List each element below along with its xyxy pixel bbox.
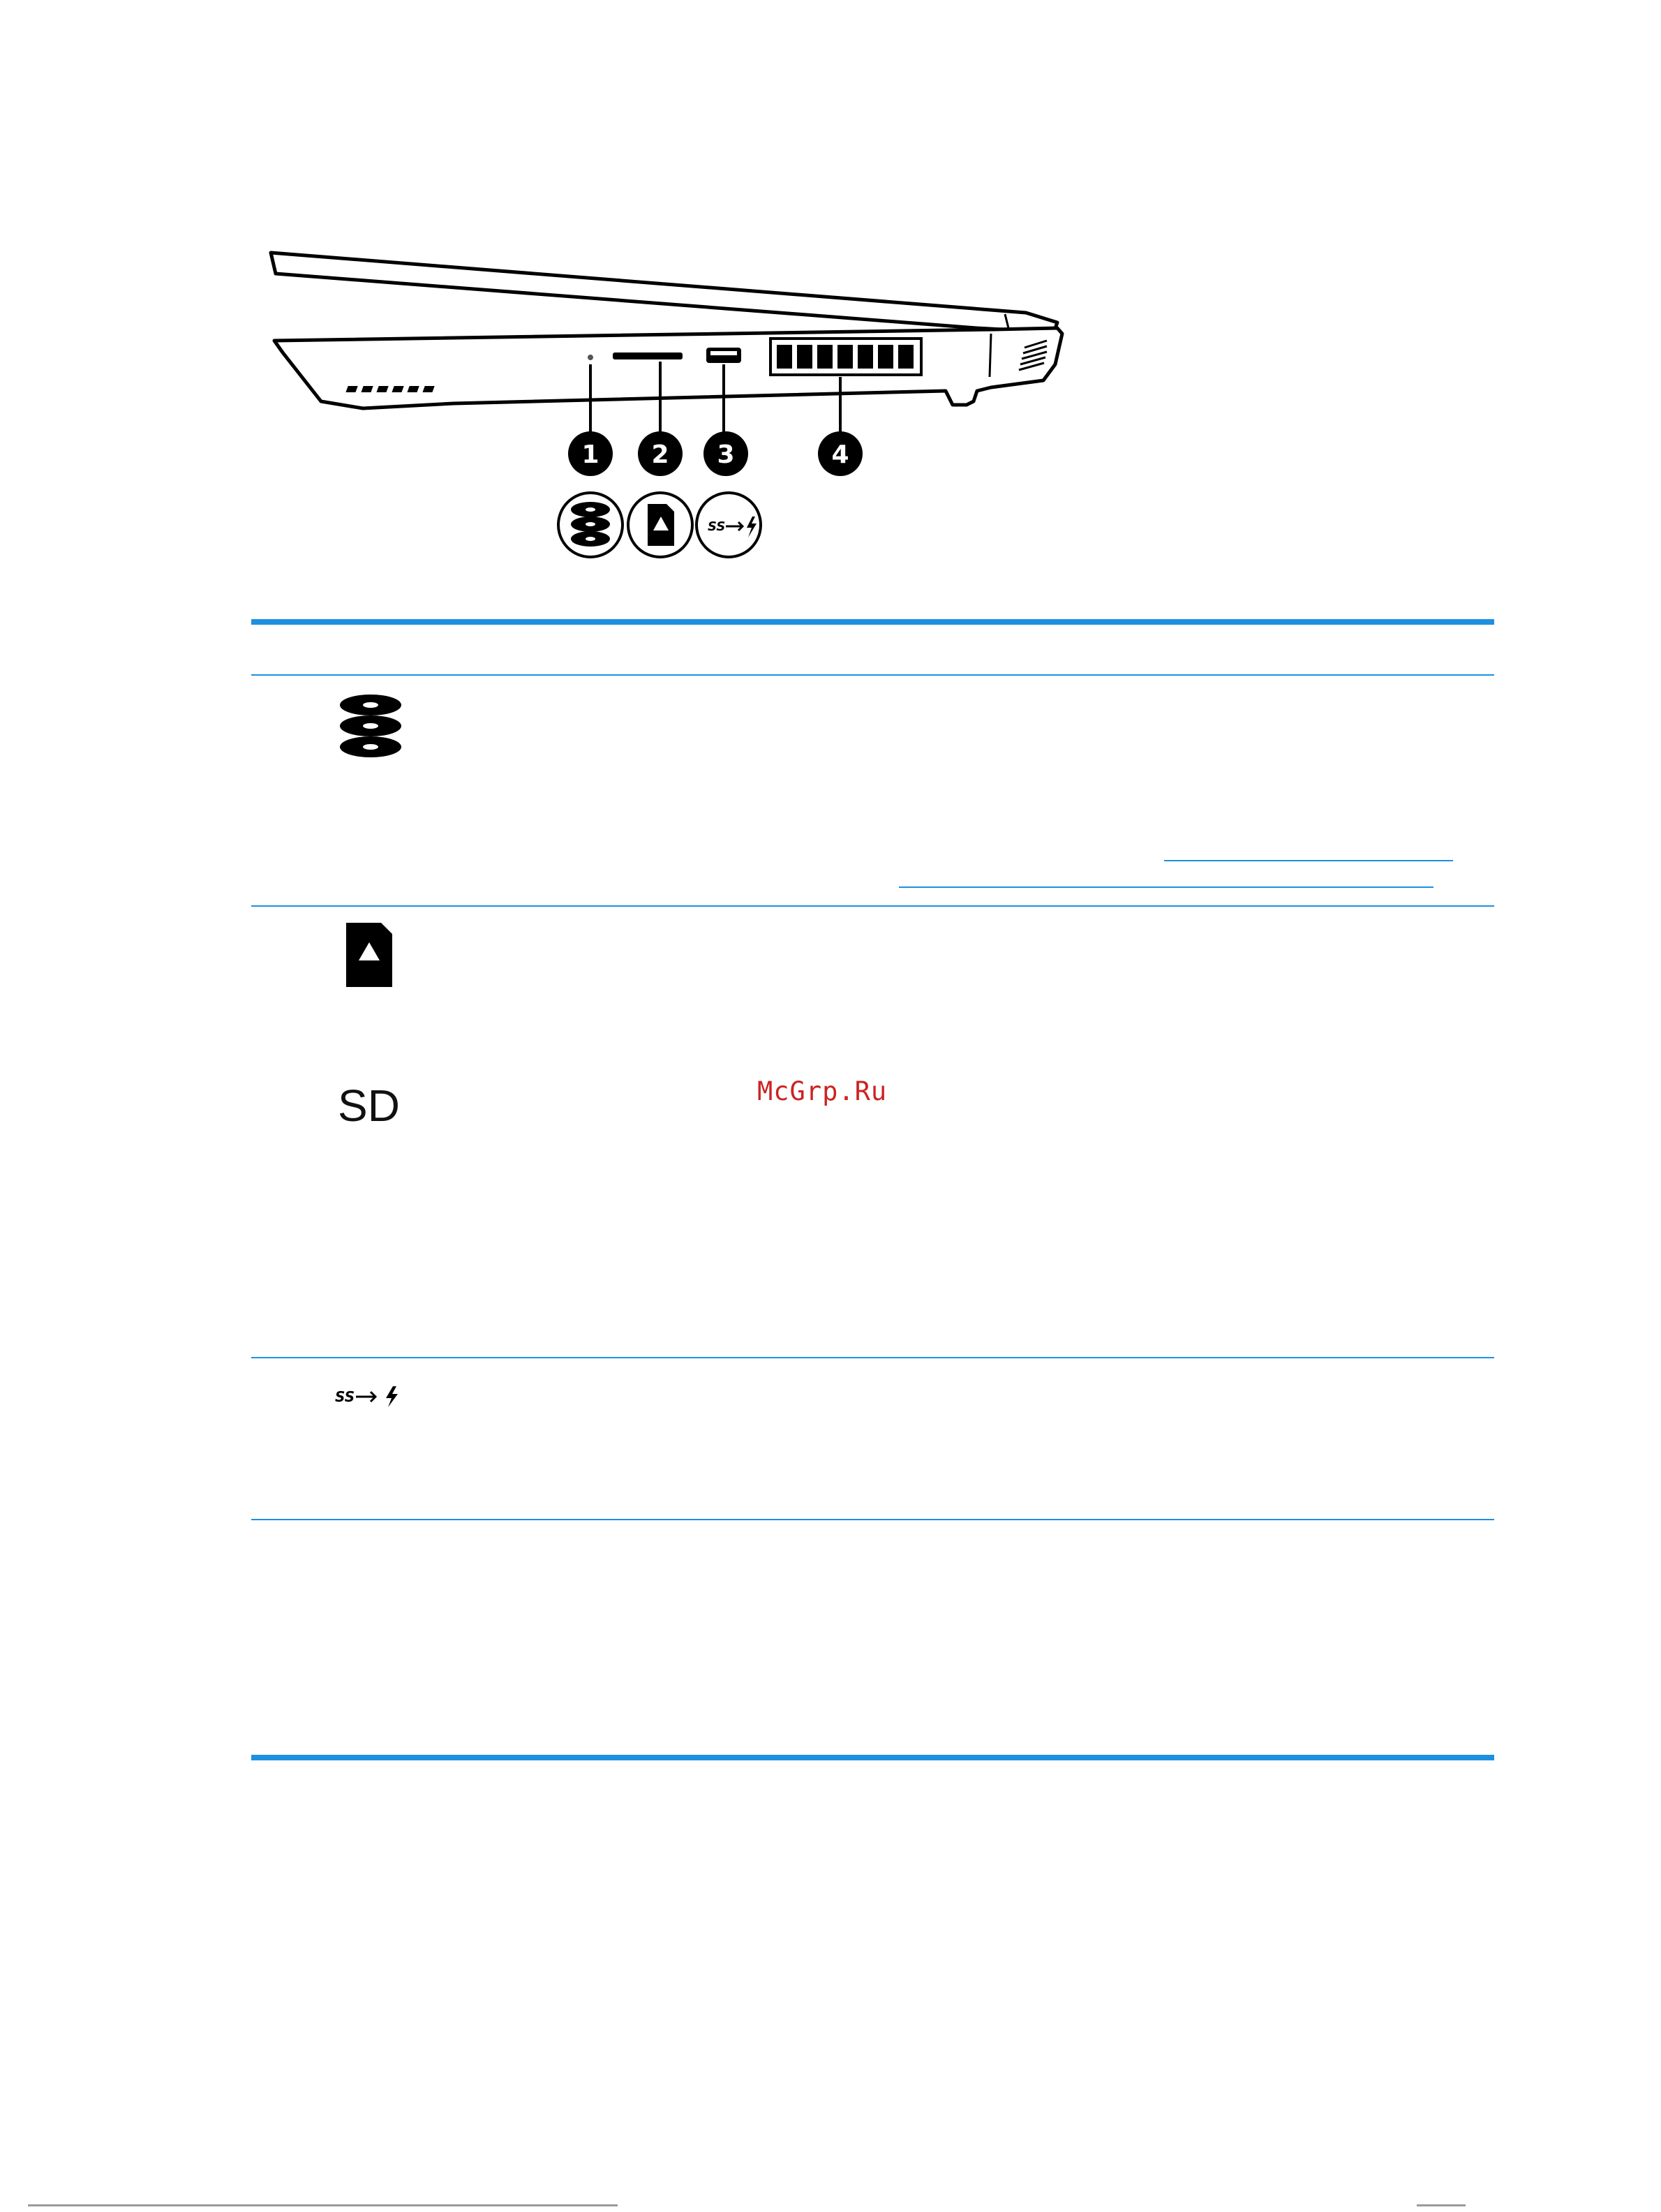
callout-2	[638, 431, 683, 476]
memory-card-reader-icon	[628, 493, 692, 557]
callout-1	[568, 431, 613, 476]
svg-text:1: 1	[581, 440, 599, 469]
usb-superspeed-charging-icon	[335, 1383, 405, 1409]
row-divider-3	[251, 1519, 1494, 1520]
callout-3	[703, 431, 748, 476]
svg-text:4: 4	[831, 440, 849, 469]
svg-text:SS: SS	[335, 1388, 355, 1405]
table-top-rule	[251, 619, 1494, 625]
row-divider-1	[251, 905, 1494, 907]
drive-light-icon	[338, 694, 403, 758]
row-divider-2	[251, 1357, 1494, 1358]
watermark: McGrp.Ru	[757, 1076, 888, 1106]
svg-text:2: 2	[651, 440, 669, 469]
drive-light	[588, 355, 593, 360]
footer-rule	[28, 2204, 618, 2206]
memory-card-slot	[613, 352, 683, 359]
table-bottom-rule	[251, 1755, 1494, 1760]
callout-4	[818, 431, 863, 476]
sd-logo: SD	[338, 1081, 400, 1131]
drive-light-icon	[558, 493, 623, 557]
computer-base	[274, 328, 1062, 408]
memory-card-reader-icon	[345, 921, 394, 988]
link-underline[interactable]	[1164, 860, 1453, 861]
computer-side-illustration	[258, 237, 1082, 572]
table-header-rule	[251, 674, 1494, 676]
usb-superspeed-charging-icon	[697, 493, 761, 557]
svg-text:SS: SS	[708, 519, 726, 534]
link-underline[interactable]	[899, 886, 1433, 888]
svg-text:3: 3	[717, 440, 735, 469]
display-lid	[271, 253, 1057, 332]
footer-rule	[1417, 2204, 1466, 2206]
